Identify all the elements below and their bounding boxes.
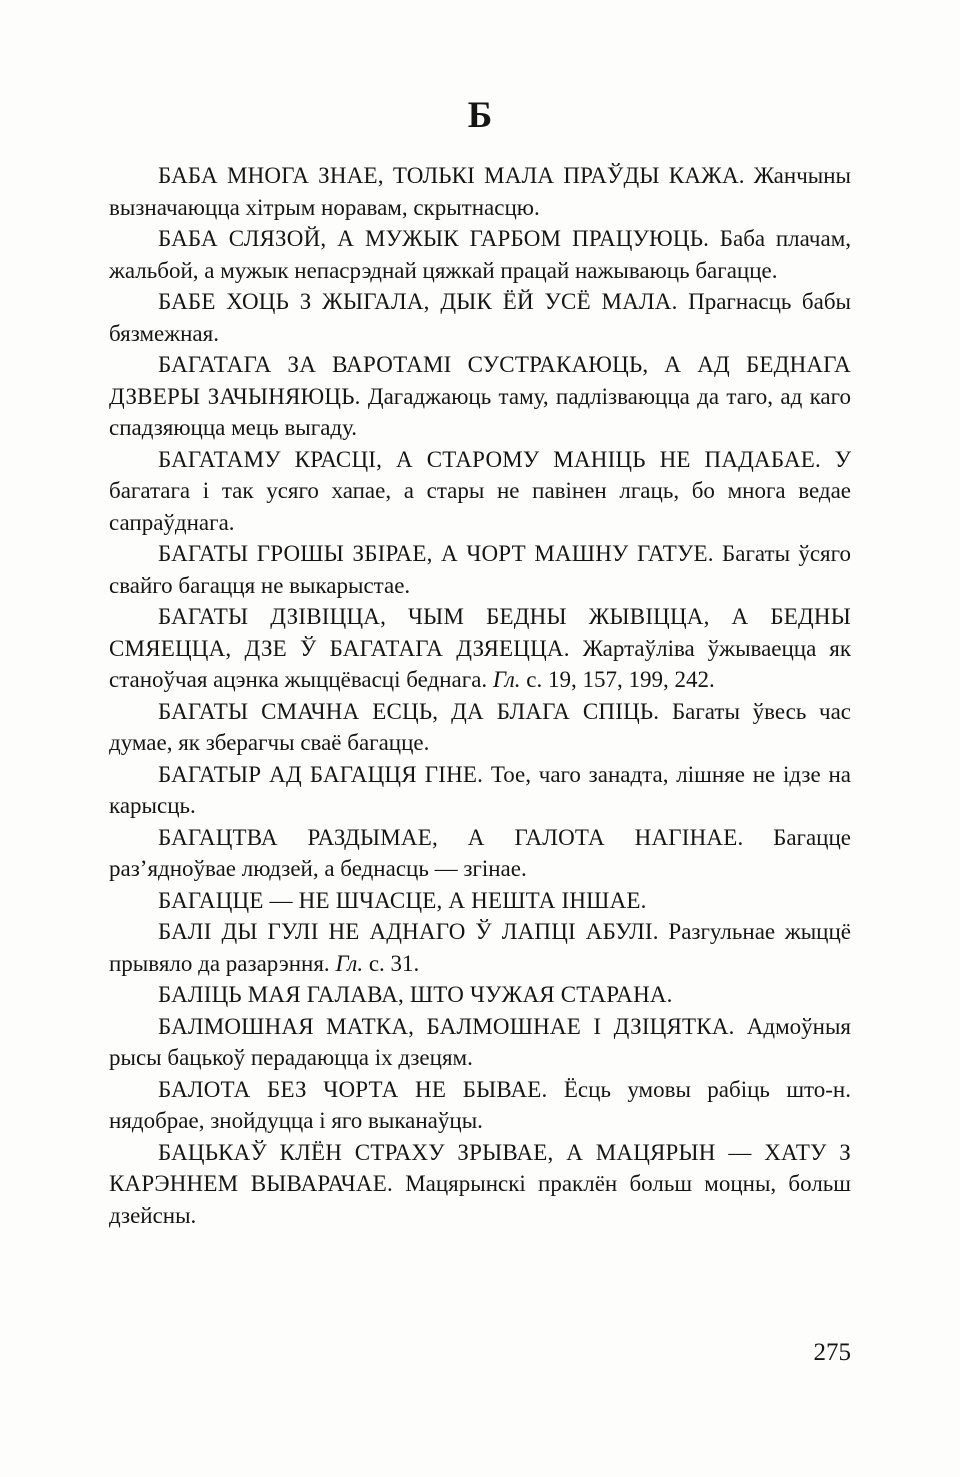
proverb-explanation: Адмоўныя рысы бацькоў перадаюцца іх дзецям. bbox=[109, 1013, 851, 1070]
proverb-explanation: Багаты ўвесь час думае, як зберагчы сваё багацце. bbox=[109, 698, 851, 755]
proverb-entry bbox=[109, 349, 851, 444]
proverb-headword: БАГАТЫ ДЗІВІЦЦА, ЧЫМ БЕДНЫ ЖЫВІЦЦА, А БЕДНЫ СМЯЕЦЦА, ДЗЕ Ў БАГАТАГА ДЗЯЕЦЦА. bbox=[109, 604, 851, 661]
proverb-entry bbox=[109, 444, 851, 539]
cross-reference: Гл. с. 31. bbox=[335, 950, 420, 976]
proverb-entry bbox=[109, 696, 851, 759]
proverb-entry bbox=[109, 822, 851, 885]
proverb-entry bbox=[109, 160, 851, 223]
proverb-explanation: Мацярынскі праклён больш моцны, больш дзейсны. bbox=[109, 1171, 852, 1228]
proverb-headword: БАБА СЛЯЗОЙ, А МУЖЫК ГАРБОМ ПРАЦУЮЦЬ. bbox=[158, 226, 710, 251]
proverb-headword: БАГАЦЦЕ — НЕ ШЧАСЦЕ, А НЕШТА ІНШАЕ. bbox=[158, 887, 647, 913]
page-content bbox=[109, 96, 851, 1231]
proverb-explanation: Тое, чаго занадта, лішняе не ідзе на карысць. bbox=[109, 761, 852, 818]
proverb-explanation: Жанчыны вызначаюцца хітрым норавам, скрытнасцю. bbox=[109, 163, 851, 220]
proverb-entry bbox=[109, 1137, 851, 1232]
proverb-headword: БАГАТАГА ЗА ВАРОТАМІ СУСТРАКАЮЦЬ, А АД БЕДНАГА ДЗВЕРЫ ЗАЧЫНЯЮЦЬ. bbox=[109, 352, 851, 409]
proverb-headword: БАГАЦТВА РАЗДЫМАЕ, А ГАЛОТА НАГІНАЕ. bbox=[158, 824, 744, 850]
proverb-entry bbox=[109, 538, 851, 601]
proverb-entry bbox=[109, 1011, 851, 1074]
proverb-entry bbox=[109, 1074, 851, 1137]
proverb-explanation: Багацце раз’ядноўвае людзей, а беднасць — згінае. bbox=[109, 824, 851, 881]
cross-reference: Гл. с. 19, 157, 199, 242. bbox=[492, 667, 715, 692]
reference-label-italic: Гл. bbox=[492, 667, 521, 692]
proverb-explanation: Дагаджаюць таму, падлізваюцца да таго, ад каго спадзяюцца мець выгаду. bbox=[109, 383, 851, 440]
proverb-entry bbox=[109, 759, 851, 822]
proverb-headword: БАГАТЫР АД БАГАЦЦЯ ГІНЕ. bbox=[158, 761, 484, 787]
proverb-entries-list bbox=[109, 160, 851, 1231]
proverb-entry bbox=[109, 979, 851, 1011]
proverb-entry bbox=[109, 916, 851, 979]
proverb-explanation: У багатага і так усяго хапае, а стары не павінен лгаць, бо многа ведае сапраўднага. bbox=[109, 446, 851, 535]
proverb-explanation: Баба плачам, жальбой, а мужык непасрэднай цяжкай працай нажываюць багацце. bbox=[109, 226, 852, 283]
proverb-explanation: Багаты ўсяго свайго багацця не выкарыстае. bbox=[109, 541, 851, 598]
proverb-entry bbox=[109, 601, 851, 696]
proverb-explanation: Разгульнае жыццё прывяло да разарэння. bbox=[109, 919, 851, 976]
proverb-headword: БАЛОТА БЕЗ ЧОРТА НЕ БЫВАЕ. bbox=[158, 1076, 548, 1102]
proverb-explanation: Жартаўліва ўжываецца як станоўчая ацэнка жыццёвасці беднага. bbox=[109, 635, 852, 692]
section-letter-heading: Б bbox=[467, 95, 493, 136]
proverb-headword: БАБЕ ХОЦЬ З ЖЫГАЛА, ДЫК ЁЙ УСЁ МАЛА. bbox=[158, 289, 678, 314]
proverb-headword: БАЛІ ДЫ ГУЛІ НЕ АДНАГО Ў ЛАПЦІ АБУЛІ. bbox=[158, 919, 659, 944]
proverb-explanation: Ёсць умовы рабіць што-н. нядобрае, знойдуцца і яго выканаўцы. bbox=[109, 1076, 851, 1133]
proverb-headword: БАЛМОШНАЯ МАТКА, БАЛМОШНАЕ І ДЗІЦЯТКА. bbox=[158, 1013, 735, 1039]
proverb-headword: БАЛІЦЬ МАЯ ГАЛАВА, ШТО ЧУЖАЯ СТАРАНА. bbox=[158, 982, 673, 1007]
page-number: 275 bbox=[813, 1339, 851, 1366]
proverb-headword: БАБА МНОГА ЗНАЕ, ТОЛЬКІ МАЛА ПРАЎДЫ КАЖА. bbox=[158, 163, 745, 188]
proverb-explanation: Прагнасць бабы бязмежная. bbox=[109, 289, 851, 346]
proverb-entry bbox=[109, 223, 851, 286]
proverb-headword: БАГАТЫ СМАЧНА ЕСЦЬ, ДА БЛАГА СПІЦЬ. bbox=[158, 698, 660, 724]
proverb-entry bbox=[109, 286, 851, 349]
proverb-entry bbox=[109, 885, 851, 917]
reference-label-italic: Гл. bbox=[335, 950, 364, 976]
proverb-headword: БАГАТАМУ КРАСЦІ, А СТАРОМУ МАНІЦЬ НЕ ПАДАБАЕ. bbox=[158, 446, 821, 472]
proverb-headword: БАГАТЫ ГРОШЫ ЗБІРАЕ, А ЧОРТ МАШНУ ГАТУЕ. bbox=[158, 541, 714, 566]
proverb-headword: БАЦЬКАЎ КЛЁН СТРАХУ ЗРЫВАЕ, А МАЦЯРЫН — ХАТУ З КАРЭННЕМ ВЫВАРАЧАЕ. bbox=[109, 1139, 851, 1196]
